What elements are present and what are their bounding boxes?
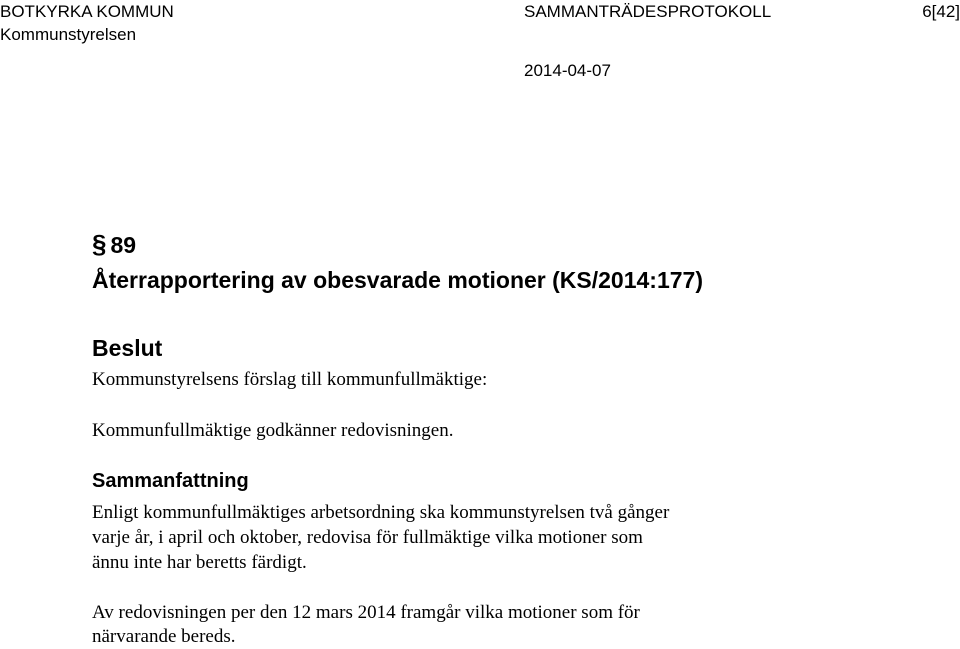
report-line: Av redovisningen per den 12 mars 2014 framgår vilka motioner som för — [92, 602, 640, 623]
page-number: 6[42] — [922, 2, 960, 21]
document-type: SAMMANTRÄDESPROTOKOLL — [524, 2, 772, 21]
summary-line: Enligt kommunfullmäktiges arbetsordning ska kommunstyrelsen två gånger — [92, 502, 670, 523]
meeting-date: 2014-04-07 — [524, 61, 611, 80]
organization-name: BOTKYRKA KOMMUN — [0, 2, 174, 21]
decision-heading: Beslut — [92, 335, 163, 361]
paragraph-heading — [92, 230, 136, 259]
summary-heading: Sammanfattning — [92, 470, 249, 492]
summary-line: ännu inte har beretts färdigt. — [92, 552, 307, 573]
decision-intro: Kommunstyrelsens förslag till kommunfullmäktige: — [92, 369, 488, 390]
paragraph-sign: § — [92, 229, 107, 259]
summary-line: varje år, i april och oktober, redovisa för fullmäktige vilka motioner som — [92, 527, 643, 548]
committee-name: Kommunstyrelsen — [0, 25, 137, 44]
decision-text: Kommunfullmäktige godkänner redovisningen. — [92, 420, 454, 441]
paragraph-number: 89 — [110, 232, 137, 258]
report-line: närvarande bereds. — [92, 626, 236, 647]
paragraph-title: Återrapportering av obesvarade motioner (KS/2014:177) — [92, 267, 703, 293]
